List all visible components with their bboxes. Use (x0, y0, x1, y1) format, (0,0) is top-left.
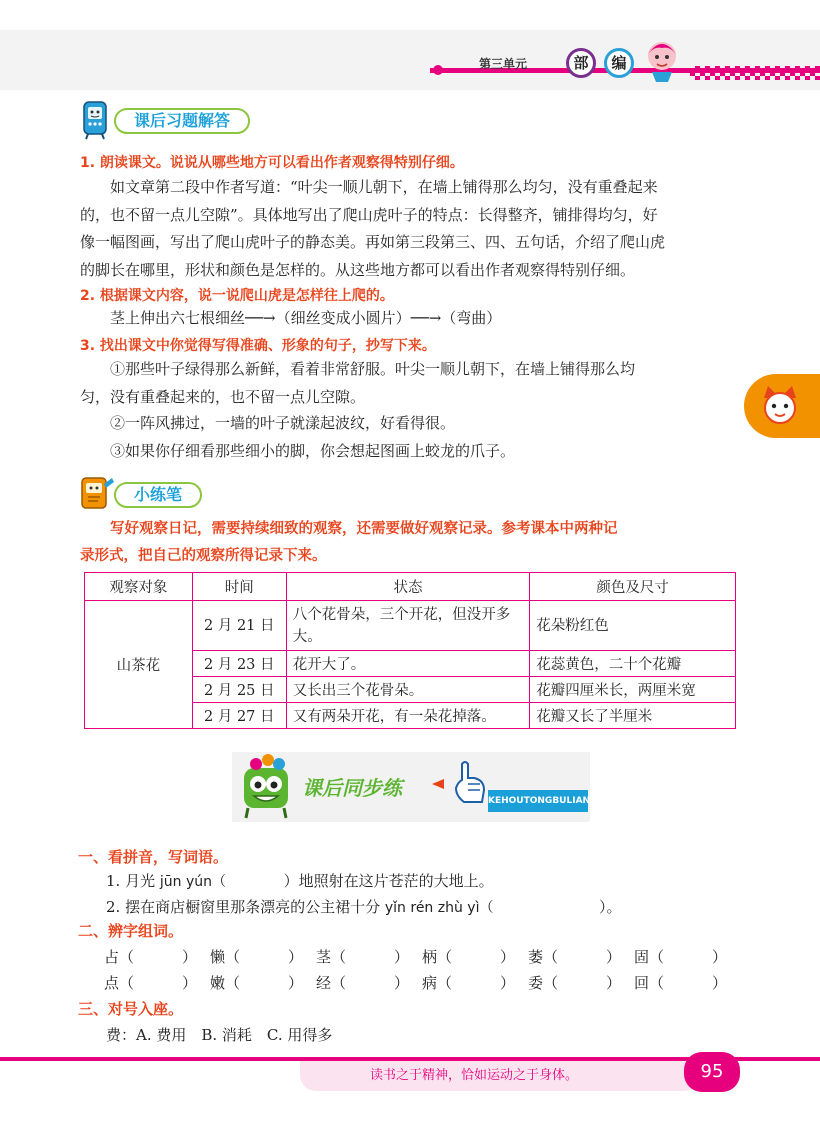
header-checker-pattern (690, 66, 820, 80)
item-text: 2. 摆在商店橱窗里那条漂亮的公主裙十分 (106, 898, 381, 916)
table-row (85, 601, 736, 651)
table-header: 时间 (192, 573, 286, 601)
question-3: 3. 找出课文中你觉得写得准确、形象的句子，抄写下来。 (80, 338, 436, 354)
table-cell-state: 又有两朵开花，有一朵花掉落。 (286, 703, 530, 729)
exercise-3-item: 费：A. 费用 B. 消耗 C. 用得多 (106, 1026, 333, 1044)
header-dot (433, 65, 443, 75)
table-cell-state: 花开大了。 (286, 651, 530, 677)
char-item[interactable]: 委（ ） (528, 974, 622, 992)
sync-exercise-banner (232, 752, 590, 822)
char-item[interactable]: 茎（ ） (316, 948, 410, 966)
practice-task-line: 录形式，把自己的观察所得记录下来。 (80, 548, 327, 564)
scroll-mascot-icon (76, 474, 116, 514)
table-cell-state: 又长出三个花骨朵。 (286, 677, 530, 703)
phone-mascot-icon (76, 100, 116, 140)
answer-3-line: 匀，没有重叠起来的，也不留一点儿空隙。 (80, 387, 366, 406)
section-title-answers (76, 100, 286, 136)
edition-badge-1: 部 (566, 48, 596, 78)
table-cell-date: 2 月 21 日 (192, 601, 286, 651)
answer-2: 茎上伸出六七根细丝──→（细丝变成小圆片）──→（弯曲） (110, 309, 502, 327)
answer-3 (80, 356, 748, 411)
table-cell-color: 花瓣四厘米长，两厘米宽 (530, 677, 736, 703)
sync-pinyin-label: KEHOUTONGBULIAN (488, 790, 588, 812)
page-number: 95 (684, 1052, 740, 1092)
table-header: 颜色及尺寸 (530, 573, 736, 601)
footer-motto: 读书之于精神，恰如运动之于身体。 (370, 1068, 579, 1083)
observation-subject: 山茶花 (85, 601, 193, 729)
exercise-1-item-1 (106, 870, 494, 891)
answer-1-line: 如文章第二段中作者写道：“叶尖一顺儿朝下，在墙上铺得那么均匀，没有重叠起来 (110, 178, 658, 196)
sync-exercise-title: 课后同步练 (302, 776, 402, 800)
table-cell-state: 八个花骨朵，三个开花，但没开多大。 (286, 601, 530, 651)
header-band (0, 30, 820, 90)
item-text: ）地照射在这片苍茫的大地上。 (283, 872, 494, 890)
char-item[interactable]: 病（ ） (422, 974, 516, 992)
pinyin: jūn yún（ (159, 874, 226, 890)
char-item[interactable]: 经（ ） (316, 974, 410, 992)
char-item[interactable]: 占（ ） (104, 948, 198, 966)
item-text: 1. 月光 (106, 872, 156, 890)
exercise-3-heading: 三、对号入座。 (78, 1000, 184, 1018)
table-cell-date: 2 月 25 日 (192, 677, 286, 703)
table-header: 观察对象 (85, 573, 193, 601)
answer-1 (80, 174, 748, 284)
item-text: ）。 (599, 898, 622, 916)
table-cell-color: 花朵粉红色 (530, 601, 736, 651)
table-header: 状态 (286, 573, 530, 601)
observation-table (84, 572, 736, 729)
practice-task-line: 写好观察日记，需要持续细致的观察，还需要做好观察记录。参考课本中两种记 (110, 521, 618, 537)
answer-1-line: 像一幅图画，写出了爬山虎叶子的静态美。再如第三段第三、四、五句话，介绍了爬山虎 (80, 233, 666, 251)
arrow-left-icon (430, 776, 446, 792)
side-tab (744, 374, 820, 438)
section-title-practice (76, 474, 246, 510)
mascot-girl-icon (644, 38, 680, 82)
practice-task (80, 516, 748, 570)
char-item[interactable]: 点（ ） (104, 974, 198, 992)
green-monster-icon (236, 754, 296, 820)
char-item[interactable]: 柄（ ） (422, 948, 516, 966)
table-cell-color: 花蕊黄色，二十个花瓣 (530, 651, 736, 677)
exercise-1-item-2 (106, 896, 622, 917)
char-item[interactable]: 回（ ） (634, 974, 728, 992)
answer-3-line: ①那些叶子绿得那么新鲜，看着非常舒服。叶尖一顺儿朝下，在墙上铺得那么均 (110, 360, 636, 378)
char-item[interactable]: 萎（ ） (528, 948, 622, 966)
pointing-hand-icon (450, 760, 490, 806)
exercise-1-heading: 一、看拼音，写词语。 (78, 848, 229, 866)
table-cell-date: 2 月 27 日 (192, 703, 286, 729)
answer-3-item-3: ③如果你仔细看那些细小的脚，你会想起图画上蛟龙的爪子。 (110, 442, 516, 460)
unit-label: 第三单元 (478, 57, 527, 71)
answer-1-line: 的脚长在哪里，形状和颜色是怎样的。从这些地方都可以看出作者观察得特别仔细。 (80, 260, 636, 279)
char-item[interactable]: 嫩（ ） (210, 974, 304, 992)
answer-3-item-2: ②一阵风拂过，一墙的叶子就漾起波纹，好看得很。 (110, 414, 456, 432)
char-item[interactable]: 固（ ） (634, 948, 728, 966)
pinyin: yǐn rén zhù yì（ (384, 900, 494, 916)
section-title-label: 课后习题解答 (114, 108, 250, 134)
question-1: 1. 朗读课文。说说从哪些地方可以看出作者观察得特别仔细。 (80, 155, 464, 171)
cat-mascot-icon (758, 384, 802, 428)
table-cell-color: 花瓣又长了半厘米 (530, 703, 736, 729)
table-cell-date: 2 月 23 日 (192, 651, 286, 677)
question-2: 2. 根据课文内容，说一说爬山虎是怎样往上爬的。 (80, 288, 394, 304)
char-item[interactable]: 懒（ ） (210, 948, 304, 966)
edition-badge-2: 编 (604, 48, 634, 78)
table-header-row (85, 573, 736, 601)
answer-1-line: 的，也不留一点儿空隙”。具体地写出了爬山虎叶子的特点：长得整齐，铺排得均匀，好 (80, 205, 658, 224)
exercise-2-heading: 二、辨字组词。 (78, 922, 184, 940)
section-title-label: 小练笔 (114, 482, 202, 508)
